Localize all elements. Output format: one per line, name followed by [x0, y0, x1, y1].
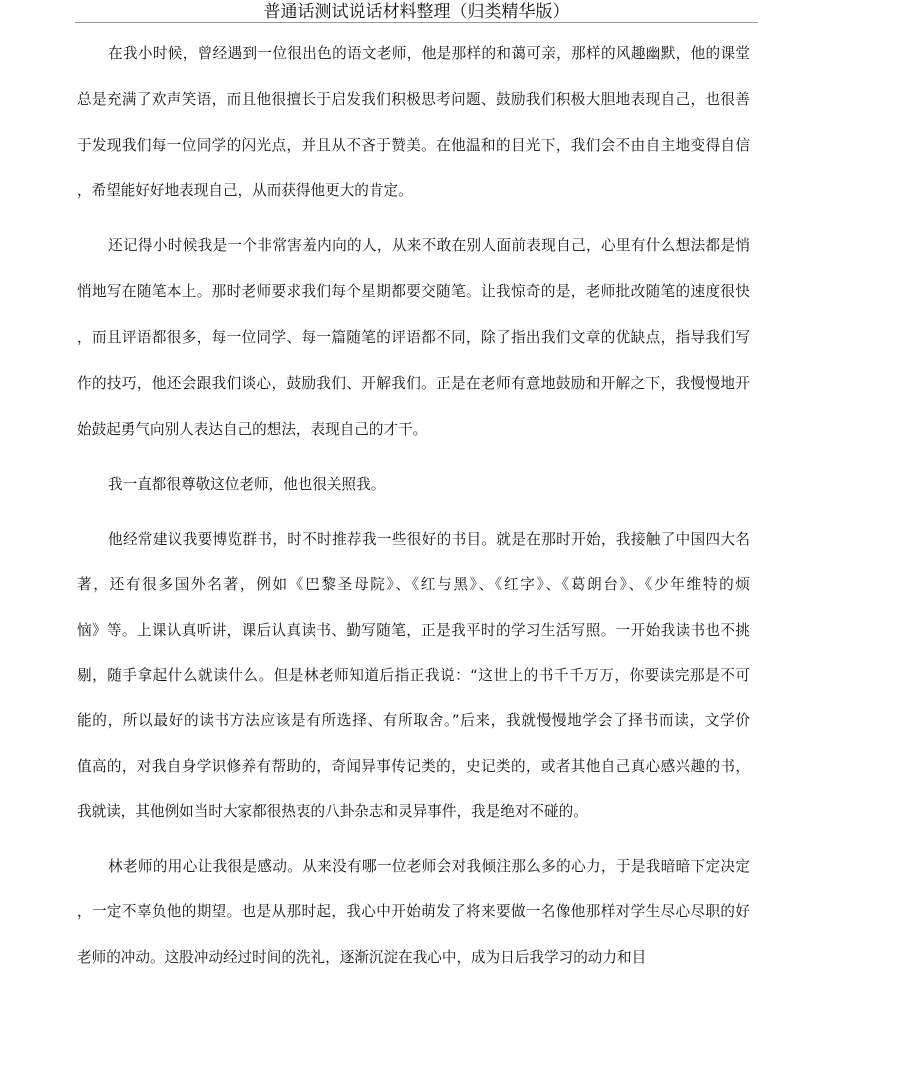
- text-line: 值高的，对我自身学识修养有帮助的，奇闻异事传记类的，史记类的，或者其他自己真心感兴趣的书，: [77, 758, 750, 775]
- text-line: 在我小时候，曾经遇到一位很出色的语文老师，他是那样的和蔼可亲，那样的风趣幽默，他的课堂: [108, 45, 750, 62]
- text-line: 悄地写在随笔本上。那时老师要求我们每个星期都要交随笔。让我惊奇的是，老师批改随笔的速度很快: [77, 283, 750, 300]
- text-line: 作的技巧，他还会跟我们谈心，鼓励我们、开解我们。正是在老师有意地鼓励和开解之下，我慢慢地开: [77, 375, 750, 392]
- text-line: ，而且评语都很多，每一位同学、每一篇随笔的评语都不同，除了指出我们文章的优缺点，指导我们写: [77, 329, 750, 346]
- document-title: 普通话测试说话材料整理（归类精华版）: [263, 2, 570, 22]
- text-line: 我一直都很尊敬这位老师，他也很关照我。: [108, 476, 386, 493]
- text-line: 林老师的用心让我很是感动。从来没有哪一位老师会对我倾注那么多的心力，于是我暗暗下定决定: [108, 858, 750, 875]
- text-line: 他经常建议我要博览群书，时不时推荐我一些很好的书目。就是在那时开始，我接触了中国四大名: [108, 531, 750, 548]
- header-rule: [75, 22, 758, 23]
- text-line: 老师的冲动。这股冲动经过时间的洗礼，逐渐沉淀在我心中，成为日后我学习的动力和目: [77, 949, 647, 966]
- text-line: 我就读，其他例如当时大家都很热衷的八卦杂志和灵异事件，我是绝对不碰的。: [77, 803, 588, 820]
- text-line: 剔，随手拿起什么就读什么。但是林老师知道后指正我说：“这世上的书千千万万，你要读完那是不可: [77, 667, 750, 684]
- text-line: 还记得小时候我是一个非常害羞内向的人，从来不敢在别人面前表现自己，心里有什么想法都是悄: [108, 237, 750, 254]
- text-line: ，一定不辜负他的期望。也是从那时起，我心中开始萌发了将来要做一名像他那样对学生尽心尽职的好: [77, 903, 750, 920]
- text-line: 恼》等。上课认真听讲，课后认真读书、勤写随笔，正是我平时的学习生活写照。一开始我读书也不挑: [77, 622, 750, 639]
- text-line: ，希望能好好地表现自己，从而获得他更大的肯定。: [77, 182, 413, 199]
- text-line: 能的，所以最好的读书方法应该是有所选择、有所取舍。”后来，我就慢慢地学会了择书而读，文学价: [77, 712, 750, 729]
- text-line: 始鼓起勇气向别人表达自己的想法，表现自己的才干。: [77, 421, 428, 438]
- text-line: 于发现我们每一位同学的闪光点，并且从不吝于赞美。在他温和的目光下，我们会不由自主地变得自信: [77, 137, 750, 154]
- text-line: 总是充满了欢声笑语，而且他很擅长于启发我们积极思考问题、鼓励我们积极大胆地表现自己，也很善: [77, 91, 750, 108]
- text-line: 著，还有很多国外名著，例如《巴黎圣母院》、《红与黑》、《红字》、《葛朗台》、《少年维特的烦: [77, 576, 750, 593]
